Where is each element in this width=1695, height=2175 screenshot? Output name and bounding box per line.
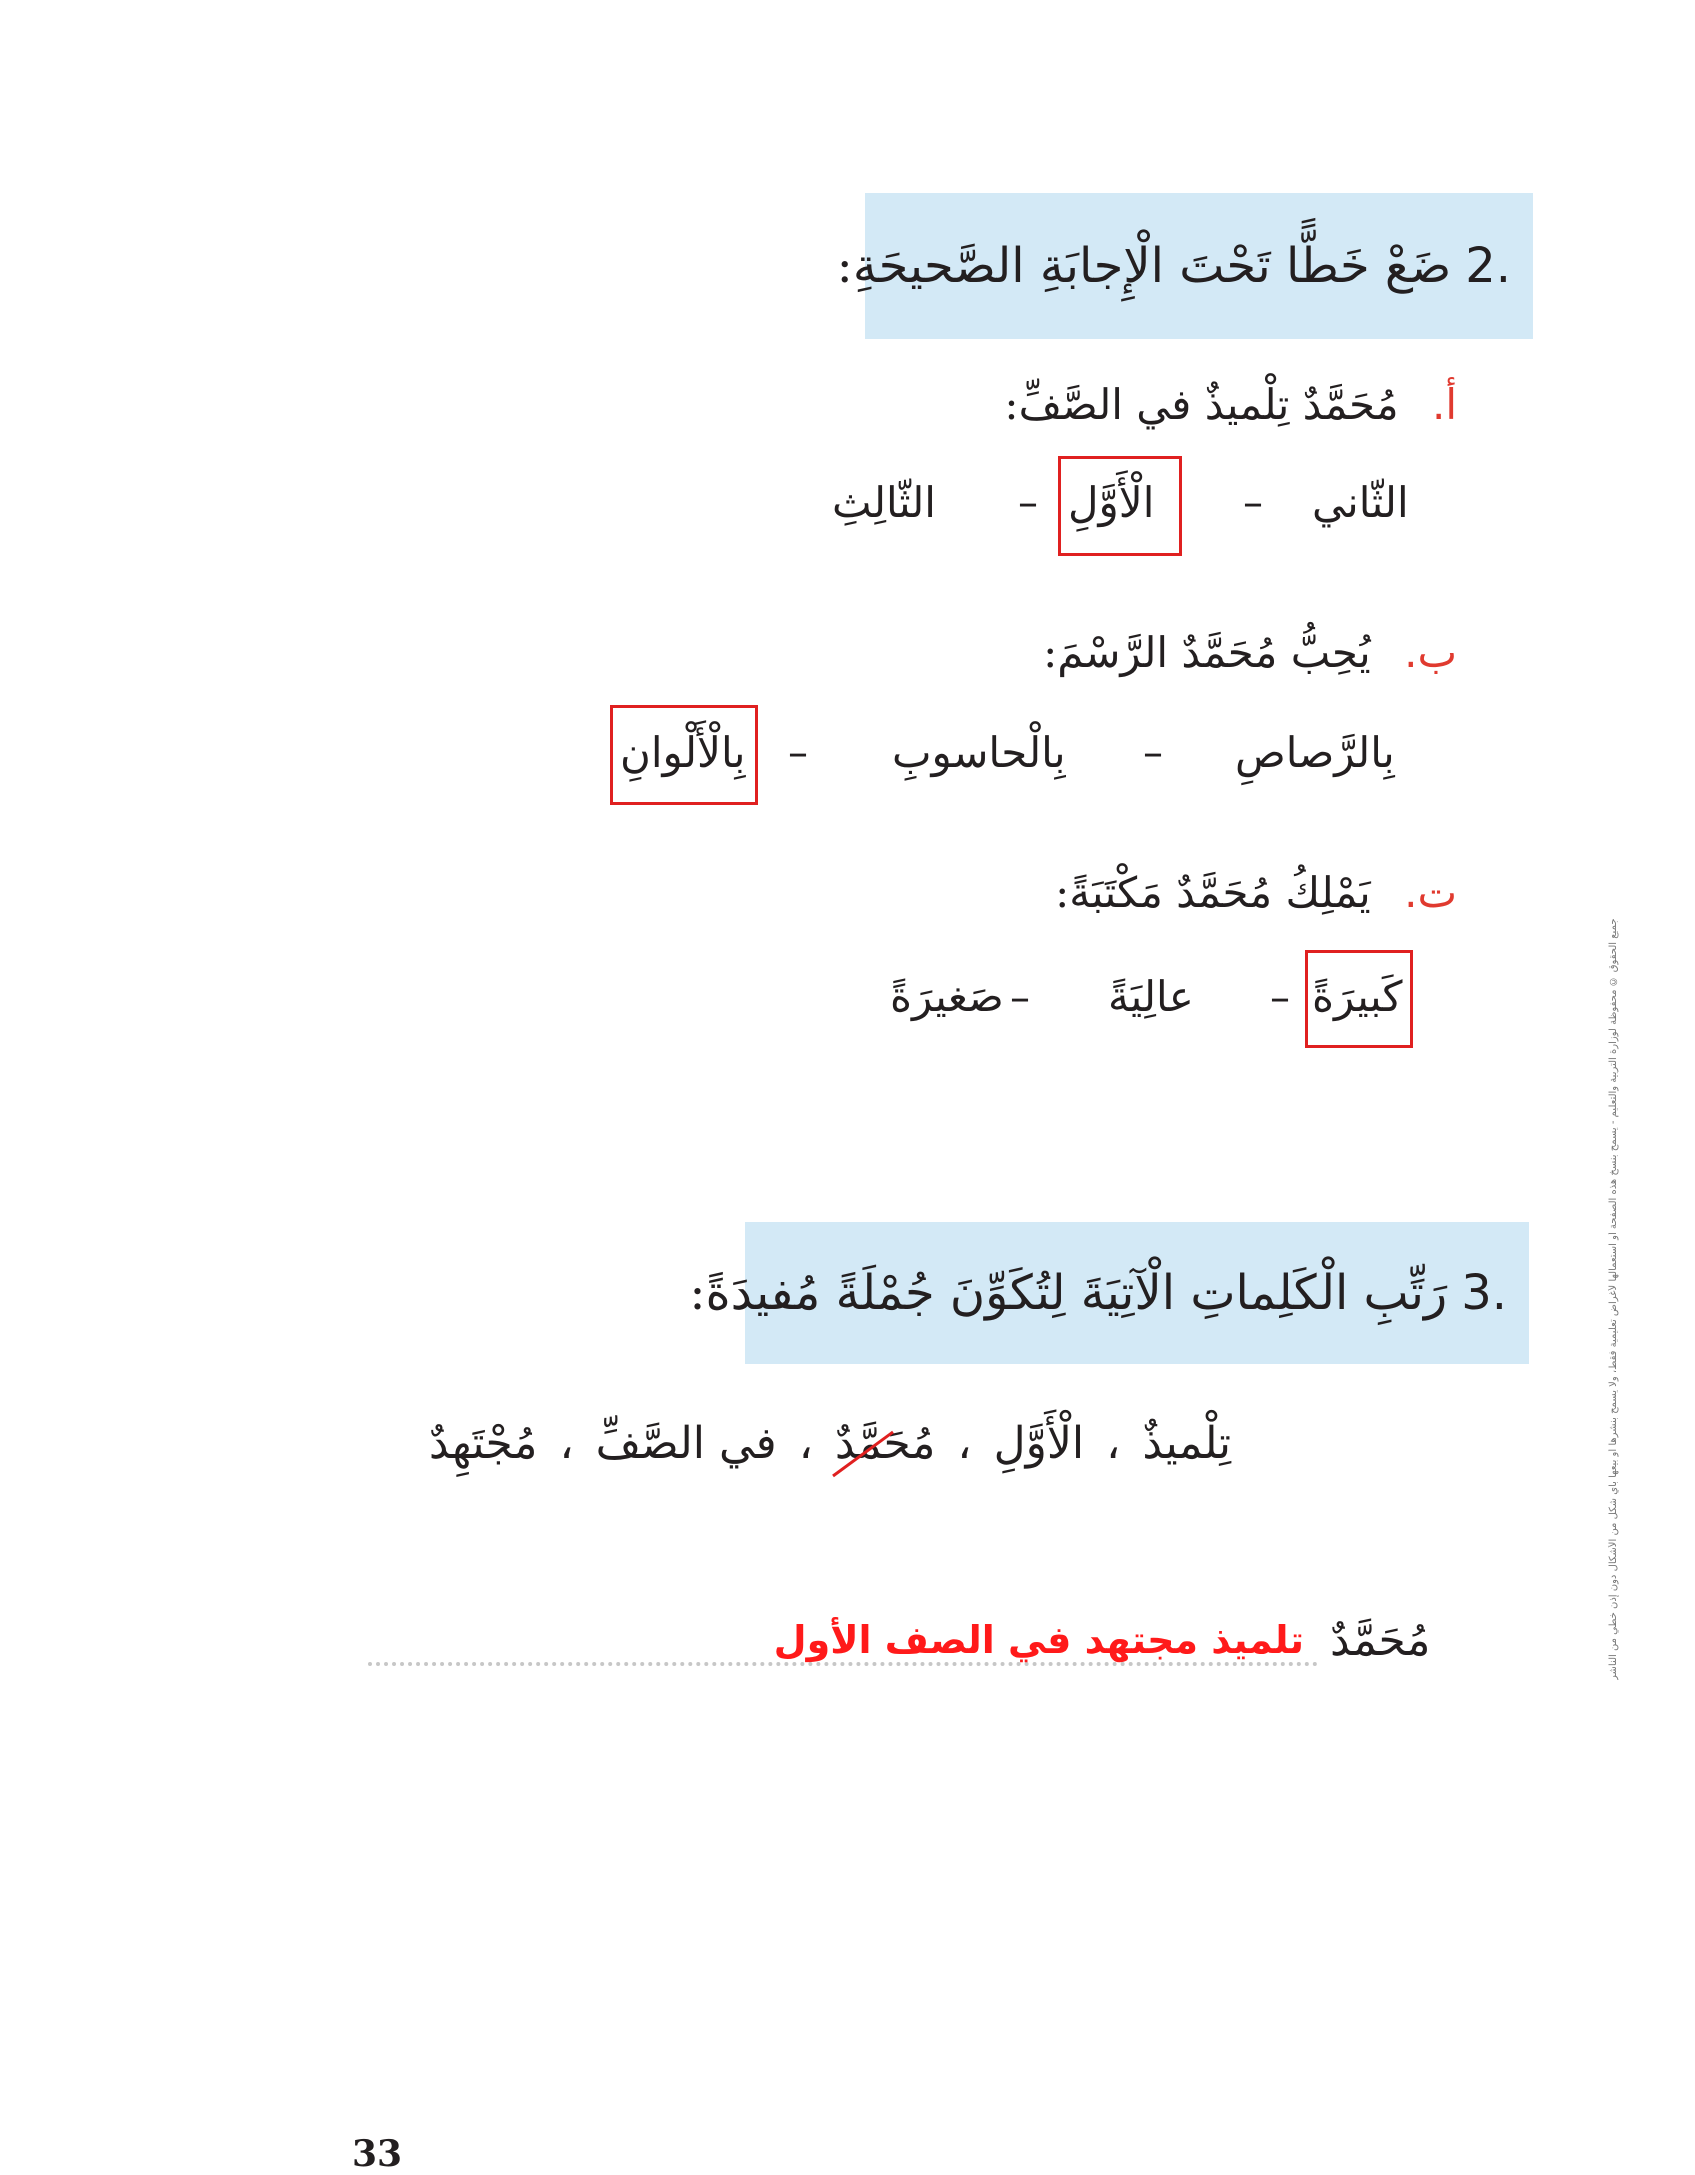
dash-separator: – [1010,975,1030,1021]
exercise-2-heading [836,193,1533,339]
word-item: في الصَّفِّ [595,1418,777,1469]
question-a-text: مُحَمَّدٌ تِلْميذٌ في الصَّفِّ: [1004,380,1399,429]
exercise-3-number: 3. [1461,1265,1507,1321]
word-item: الْأَوَّلِ [993,1418,1085,1469]
exercise-3-heading [689,1222,1529,1364]
exercise-2-number: 2. [1465,238,1511,294]
word-item-struck: مُحَمَّدٌ [835,1418,936,1469]
question-b-letter: ب. [1404,628,1457,677]
question-c [1055,868,1457,917]
question-a-letter: أ. [1431,380,1457,429]
question-a-option-1[interactable]: الثّاني [1312,478,1409,527]
question-a-option-3[interactable]: الثّالِثِ [832,478,936,527]
question-c-option-2[interactable]: عالِيَةً [1108,972,1194,1021]
question-c-option-3[interactable]: صَغيرَةً [890,972,1004,1021]
question-a [1004,380,1457,429]
dash-separator: – [1270,975,1290,1021]
question-b-option-3[interactable]: بِالْأَلْوانِ [620,728,746,777]
dash-separator: – [1018,480,1038,526]
answer-prefix: مُحَمَّدٌ [1330,1615,1431,1666]
question-b [1043,628,1457,677]
exercise-2-title: ضَعْ خَطًّا تَحْتَ الْإِجابَةِ الصَّحيحَةِ: [836,238,1452,294]
word-separator: ، [957,1418,972,1469]
word-list [429,1418,1231,1469]
word-item: تِلْميذٌ [1142,1418,1231,1469]
strike-mark [829,1424,899,1484]
word-separator: ، [1106,1418,1121,1469]
answer-dotted-line [368,1662,1318,1666]
question-b-selection-box [610,705,758,805]
dash-separator: – [1243,480,1263,526]
question-b-option-2[interactable]: بِالْحاسوبِ [892,728,1066,777]
question-a-selection-box [1058,456,1182,556]
question-c-text: يَمْلِكُ مُحَمَّدٌ مَكْتَبَةً: [1055,868,1371,917]
question-c-letter: ت. [1404,868,1457,917]
answer-field[interactable]: تلميذ مجتهد في الصف الأول [773,1618,1304,1662]
question-b-text: يُحِبُّ مُحَمَّدٌ الرَّسْمَ: [1043,628,1371,677]
word-separator: ، [559,1418,574,1469]
page-number: 33 [352,2133,403,2175]
exercise-3-title: رَتِّبِ الْكَلِماتِ الْآتِيَةَ لِتُكَوِّنَ جُمْلَةً مُفيدَةً: [689,1265,1448,1321]
word-item: مُجْتَهِدٌ [428,1418,538,1469]
dash-separator: – [788,730,808,776]
question-c-option-1[interactable]: كَبيرَةً [1312,972,1403,1021]
question-b-option-1[interactable]: بِالرَّصاصِ [1235,728,1395,777]
dash-separator: – [1143,730,1163,776]
question-c-selection-box [1305,950,1413,1048]
question-a-option-2[interactable]: الْأَوَّلِ [1068,478,1155,527]
word-separator: ، [798,1418,813,1469]
side-copyright-note: جميع الحقوق © محفوظة لوزارة التربية والتعليم - يسمح بنسخ هذه الصفحة أو استعمالها لأغراض تعليمية فقط، ولا يسمح بنشرها أو بيعها بأي شكل من الأشكال دون إذن خطي من الناشر [1608,918,1619,1680]
